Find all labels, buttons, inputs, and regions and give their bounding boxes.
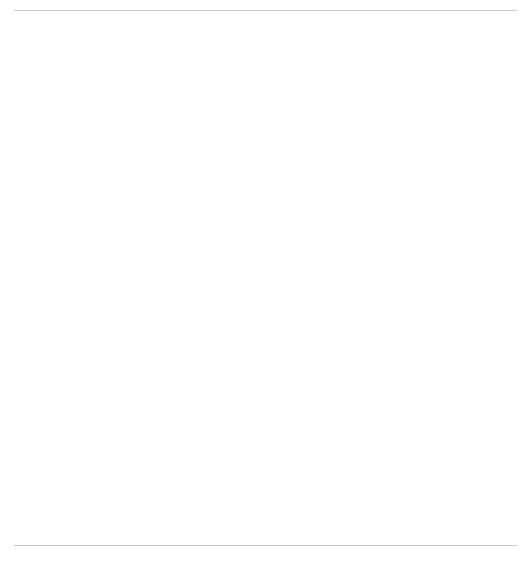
notice-body	[14, 10, 517, 546]
